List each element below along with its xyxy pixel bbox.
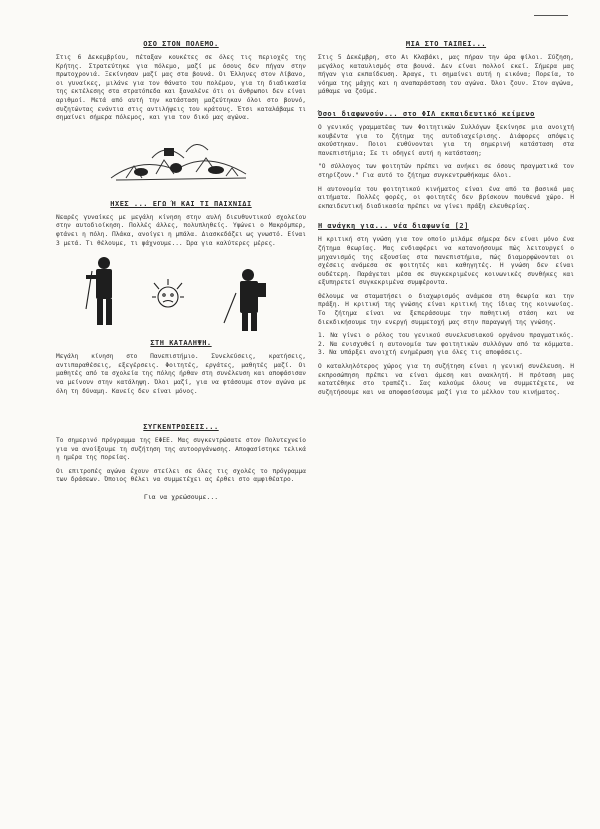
left-signoff: Για να χρεώσουμε...	[143, 493, 219, 502]
rooftop-illustration	[56, 128, 306, 200]
left-title-2: ΗΧΕΣ ... ΕΓΩ Ή ΚΑΙ ΤΙ ΠΑΙΧΝΙΔΙ	[110, 199, 252, 208]
right-title-1: ΜΙΑ ΣΤΟ ΤΑΙΠΕΙ...	[405, 40, 487, 48]
left-para-4: Το σημερινό πρόγραμμα της ΕΦΕΕ. Μας συγκεντρώσατε στον Πολυτεχνείο για να ανοίξουμε τη συζήτηση της αυτοοργάνωσης. Αποφασίστηκε τελικά η ημέρα της πορείας.	[56, 437, 306, 462]
left-para-3: Μεγάλη κίνηση στο Πανεπιστήμιο. Συνελεύσεις, κρατήσεις, αντιπαραθέσεις, εξεγέρσεις. Φοιτητές, εργάτες, μαθητές μαζί. Οι μαθητές από τα σχολεία της πόλης ήρθαν στη συνέλευση και αποφάσισαν να μείνουν στην κατάληψη. Όλοι μαζί, για να φτάσουμε στον αγώνα με όλη τη δύναμη. Κανείς δεν είναι μόνος.	[56, 353, 306, 395]
left-para-5: Οι επιτροπές αγώνα έχουν στείλει σε όλες τις σχολές το πρόγραμμα των δράσεων. Όποιος θέλει να συμμετέχει ας έρθει στο αμφιθέατρο.	[56, 467, 306, 484]
right-para-7: 1. Να γίνει ο ρόλος του γενικού συνελευσιακού οργάνου πραγματικός. 2. Να ενισχυθεί η αυτονομία των φοιτητικών συλλόγων από τα κόμματα. 3. Να υπάρξει ανοιχτή ενημέρωση για όλες τις αποφάσεις.	[318, 332, 574, 357]
left-title-1: ΟΣΟ ΣΤΟΝ ΠΟΛΕΜΟ.	[143, 40, 219, 48]
right-column	[318, 40, 574, 402]
left-column	[56, 40, 306, 501]
right-para-3: "Ο σύλλογος των φοιτητών πρέπει να ανήκει σε όσους πραγματικά τον στηρίζουν." Για αυτό το ζήτημα συγκεντρωθήκαμε όλοι.	[318, 163, 574, 179]
right-para-8: Ο καταλληλότερος χώρος για τη συζήτηση είναι η γενική συνέλευση. Η εκπροσώπηση πρέπει να είναι άμεση και ανακλητή. Η πρόταση μας κατατέθηκε στο τραπέζι. Σας καλούμε όλους να συμμετέχετε, να συζητήσουμε και να αποφασίσουμε μαζί για το μέλλον του κινήματος.	[318, 363, 574, 396]
right-para-5: Η κριτική στη γνώση για τον οποίο μιλάμε σήμερα δεν είναι μόνο ένα ζήτημα θεωρίας. Μας ενδιαφέρει να κατανοήσουμε πώς λειτουργεί ο μηχανισμός της εξουσίας στα πανεπιστήμια, πώς διαμορφώνονται οι σχέσεις ανάμεσα σε φοιτητές και καθηγητές. Η γνώση δεν είναι ουδέτερη. Παράγεται μέσα σε συγκεκριμένες κοινωνικές συνθήκες και εξυπηρετεί συγκεκριμένα συμφέροντα.	[318, 236, 574, 287]
right-para-1: Στις 5 Δεκέμβρη, στο Αι Κλαβάκι, μας πήραν την ώρα φίλοι. Σύζηση, μεγάλος καταυλισμός στα βουνά. Δεν είναι πολλοί εκεί. Σήμερα μας πήγαν για εκπαίδευση. Άραγε, τι σημαίνει αυτή η εικόνα; Πορεία, το νόημα της μάχης και η αναπαράσταση του αγώνα. Όλοι ζουν. Στον αγώνα, μάθαμε να ζούμε.	[318, 54, 574, 96]
riot-police-illustration	[56, 253, 306, 339]
right-title-3: Η ανάγκη για... νέα διαφωνία [2]	[318, 222, 469, 231]
left-para-2: Νεαρές γυναίκες με μεγάλη κίνηση στην αυλή διευθυντικού σχολείου στην αυτοδιοίκηση. Πολλές άλλες, πολυπληθείς. Υψώνει ο Μακρόμπερ, φτάνει η πόλη. Πλάκα, ανοίγει η μπάλα. Διασκεδάζει ως γνωστό. Είναι 3 μετά. Τι θέλουμε, τι ψάχνουμε... Ώρα για καλύτερες μέρες.	[56, 213, 306, 247]
right-para-4: Η αυτονομία του φοιτητικού κινήματος είναι ένα από τα βασικά μας αιτήματα. Πολλές φορές, οι φοιτητές δεν βρίσκουν πουθενά χώρο. Η εκπαιδευτική διαδικασία πρέπει να γίνει πράξη ελευθερίας.	[318, 185, 574, 210]
left-para-1: Στις 6 Δεκεμβρίου, πέταξαν κουκέτες σε όλες τις περιοχές της Κρήτης. Στρατεύτηκε για πόλεμο, μαζί με όσους δεν πήγαν στην πρωτοχρονιά. Ξεκίνησαν μαζί μας στα βουνά. Οι Έλληνες στον Λίβανο, οι γυναίκες, μιλάνε για τον θάνατο του πολέμου, για τη διαδικασία της εκτέλεσης στα στρατόπεδα και ξαναλένε ότι οι άνθρωποι δεν είναι αριθμοί. Μετά από αυτή την κατάσταση μαζεύτηκαν όλοι στο βουνό, συζητώντας ενάντια στις αντιλήψεις του κράτους. Έτσι καταλάβαμε τι σημαίνει σήμερα πόλεμος, και για τον δικό μας αγώνα.	[56, 54, 306, 122]
right-para-6: Θέλουμε να σταματήσει ο διαχωρισμός ανάμεσα στη θεωρία και την πράξη. Η κριτική της γνώσης είναι κριτική της ίδιας της κοινωνίας. Το ζήτημα είναι να ξεπεράσουμε την παθητική στάση και να διεκδικήσουμε την ενεργή συμμετοχή μας στην παραγωγή της γνώσης.	[318, 292, 574, 326]
left-title-3: ΣΤΗ ΚΑΤΑΛΗΨΗ.	[150, 339, 212, 348]
corner-mark	[534, 15, 568, 16]
left-title-4: ΣΥΓΚΕΝΤΡΩΣΕΙΣ...	[143, 423, 219, 432]
right-title-2: Όσοι διαφωνούν... στο ΦΙΛ εκπαιδευτικό κείμενο	[318, 109, 535, 118]
right-para-2: Ο γενικός γραμματέας των Φοιτητικών Συλλόγων ξεκίνησε μια ανοιχτή κουβέντα για το ζήτημα της αυτοδιαχείρισης. Διάφορες απόψεις ακούστηκαν. Ποιοι ευθύνονται για τη σημερινή κατάσταση στα πανεπιστήμια; Σε τι οδηγεί αυτή η κατάσταση;	[318, 123, 574, 157]
